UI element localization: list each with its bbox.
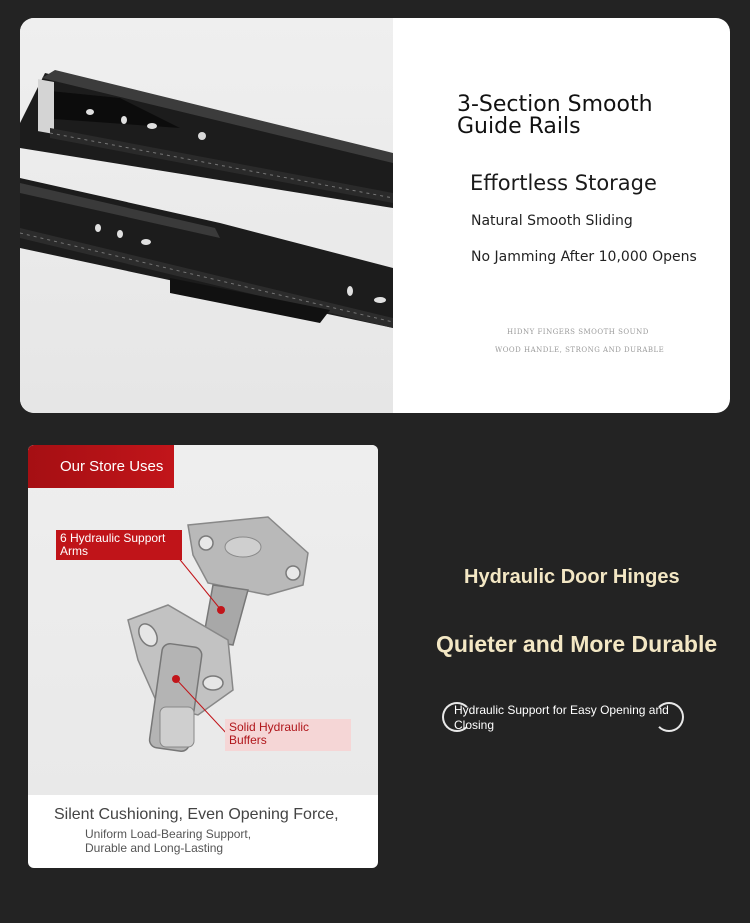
hinge-card	[28, 445, 378, 868]
hinge-caption-main: Silent Cushioning, Even Opening Force,	[54, 806, 339, 823]
faint-tagline-1: HIDNY FINGERS SMOOTH SOUND	[507, 328, 649, 336]
guide-rails-card	[20, 18, 730, 413]
feature-no-jamming: No Jamming After 10,000 Opens	[471, 249, 697, 265]
guide-rail-photo	[20, 18, 393, 413]
feature-smooth-sliding: Natural Smooth Sliding	[471, 213, 633, 229]
pill-text: Hydraulic Support for Easy Opening and Closing	[454, 703, 669, 732]
hinge-caption-sub: Uniform Load-Bearing Support, Durable and Long-Lasting	[85, 827, 252, 855]
hydraulic-support-pill	[442, 702, 684, 734]
callout-hydraulic-arms: 6 Hydraulic Support Arms	[56, 530, 182, 560]
guide-rails-subtitle: Effortless Storage	[470, 171, 657, 195]
hinges-heading: Hydraulic Door Hinges	[464, 566, 680, 588]
hinges-subheading: Quieter and More Durable	[436, 631, 718, 657]
guide-rail-illustration	[20, 18, 393, 413]
callout-hydraulic-buffers: Solid Hydraulic Buffers	[225, 719, 351, 751]
store-uses-tag: Our Store Uses	[28, 445, 174, 488]
faint-tagline-2: WOOD HANDLE, STRONG AND DURABLE	[495, 346, 665, 354]
guide-rails-title: 3-Section Smooth Guide Rails	[457, 92, 653, 139]
